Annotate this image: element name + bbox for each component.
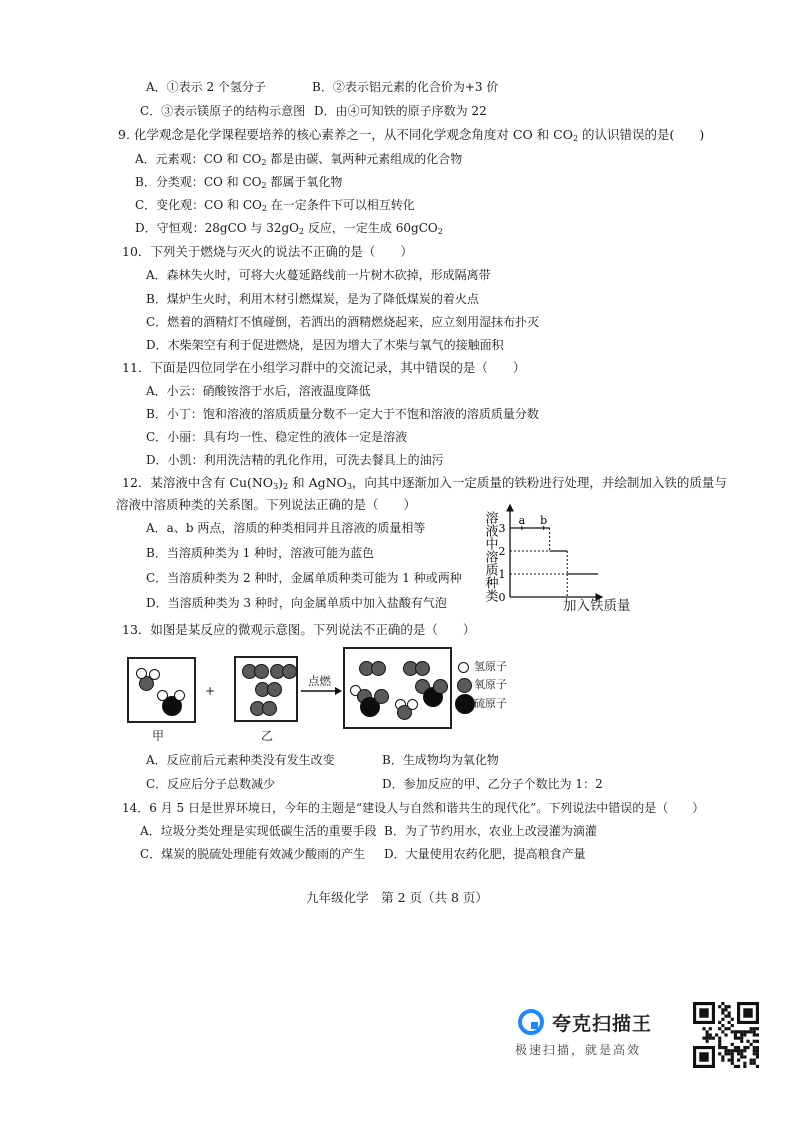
qr-module bbox=[737, 1059, 740, 1062]
qr-module bbox=[718, 1027, 721, 1030]
qr-module bbox=[728, 1059, 731, 1062]
qr-module bbox=[753, 1049, 756, 1052]
qr-module bbox=[750, 1027, 753, 1030]
q14-option-b: B．为了节约用水，农业上改浸灌为滴灌 bbox=[384, 824, 597, 838]
qr-module bbox=[731, 1043, 734, 1046]
qr-module bbox=[721, 1030, 724, 1033]
qr-module bbox=[743, 1046, 746, 1049]
oxygen-atom bbox=[254, 664, 269, 679]
reactant-jia-box bbox=[127, 657, 196, 723]
q13-stem: 13．如图是某反应的微观示意图。下列说法不正确的是（ ） bbox=[122, 622, 476, 637]
qr-module bbox=[740, 1033, 743, 1036]
qr-module bbox=[718, 1040, 721, 1043]
q9-option-c: C．变化观：CO 和 $CO_2$ 在一定条件下可以相互转化 bbox=[135, 198, 415, 213]
q11-option-b: B．小丁：饱和溶液的溶质质量分数不一定大于不饱和溶液的溶质质量分数 bbox=[146, 407, 539, 421]
qr-module bbox=[718, 1052, 721, 1055]
q12-option-d: D．当溶质种类为 3 种时，向金属单质中加入盐酸有气泡 bbox=[146, 596, 447, 610]
qr-module bbox=[731, 1024, 734, 1027]
qr-module bbox=[750, 1062, 753, 1065]
qr-module bbox=[709, 1037, 712, 1040]
qr-module bbox=[734, 1030, 737, 1033]
qr-module bbox=[709, 1027, 712, 1030]
qr-module bbox=[706, 1030, 709, 1033]
oxygen-atom bbox=[267, 682, 282, 697]
oxygen-atom bbox=[282, 664, 297, 679]
qr-finder-core bbox=[699, 1008, 708, 1017]
qr-module bbox=[740, 1049, 743, 1052]
qr-module bbox=[750, 1059, 753, 1062]
qr-module bbox=[702, 1027, 705, 1030]
qr-module bbox=[728, 1015, 731, 1018]
qr-module bbox=[721, 1046, 724, 1049]
qr-module bbox=[737, 1049, 740, 1052]
qr-module bbox=[740, 1040, 743, 1043]
qr-module bbox=[731, 1059, 734, 1062]
qr-module bbox=[756, 1046, 759, 1049]
q9-option-d: D．守恒观：28gCO 与 $32gO_2$ 反应，一定生成 60gCO$_2$ bbox=[135, 221, 443, 236]
scanner-logo-dot bbox=[531, 1022, 538, 1029]
q11-option-c: C．小丽：具有均一性、稳定性的液体一定是溶液 bbox=[146, 430, 408, 444]
qr-module bbox=[731, 1062, 734, 1065]
qr-module bbox=[746, 1030, 749, 1033]
q14-option-d: D．大量使用农药化肥，提高粮食产量 bbox=[384, 847, 586, 861]
q9-option-b: B．分类观：CO 和 $CO_2$ 都属于氧化物 bbox=[135, 175, 343, 190]
qr-module bbox=[743, 1055, 746, 1058]
qr-module bbox=[734, 1037, 737, 1040]
oxygen-atom bbox=[262, 701, 277, 716]
hydrogen-atom bbox=[157, 690, 168, 701]
qr-module bbox=[740, 1052, 743, 1055]
qr-module bbox=[721, 1002, 724, 1005]
qr-module bbox=[702, 1037, 705, 1040]
qr-module bbox=[756, 1065, 759, 1068]
qr-module bbox=[706, 1037, 709, 1040]
qr-module bbox=[743, 1065, 746, 1068]
qr-module bbox=[743, 1062, 746, 1065]
q11-option-a: A．小云：硝酸铵溶于水后，溶液温度降低 bbox=[146, 384, 371, 398]
qr-module bbox=[724, 1049, 727, 1052]
q14-stem: 14．6 月 5 日是世界环境日，今年的主题是“建设人与自然和谐共生的现代化”。下列说法中错误的是（ ） bbox=[122, 801, 705, 815]
hydrogen-legend-icon bbox=[458, 662, 469, 673]
q12-stem-line2: 溶液中溶质种类的关系图。下列说法正确的是（ ） bbox=[116, 497, 417, 512]
legend-sulfur: 硫原子 bbox=[474, 697, 507, 710]
reactant-jia-label: 甲 bbox=[152, 729, 165, 743]
qr-module bbox=[731, 1055, 734, 1058]
qr-module bbox=[753, 1046, 756, 1049]
q10-option-b: B．煤炉生火时，利用木材引燃煤炭，是为了降低煤炭的着火点 bbox=[146, 292, 479, 306]
oxygen-atom bbox=[433, 679, 448, 694]
qr-module bbox=[737, 1046, 740, 1049]
qr-module bbox=[715, 1033, 718, 1036]
qr-module bbox=[734, 1046, 737, 1049]
qr-module bbox=[728, 1011, 731, 1014]
qr-module bbox=[740, 1030, 743, 1033]
reactant-yi-box bbox=[234, 656, 298, 722]
q8-option-a: A．①表示 2 个氢分子 bbox=[146, 80, 266, 94]
q13-option-d: D．参加反应的甲、乙分子个数比为 1：2 bbox=[382, 777, 603, 791]
qr-module bbox=[731, 1030, 734, 1033]
qr-module bbox=[756, 1027, 759, 1030]
qr-module bbox=[756, 1049, 759, 1052]
qr-module bbox=[734, 1033, 737, 1036]
oxygen-legend-icon bbox=[457, 678, 472, 693]
qr-module bbox=[734, 1065, 737, 1068]
qr-module bbox=[756, 1040, 759, 1043]
sulfur-legend-icon bbox=[455, 694, 475, 714]
q8-option-b: B．②表示铝元素的化合价为+3 价 bbox=[312, 80, 499, 94]
qr-module bbox=[718, 1005, 721, 1008]
qr-module bbox=[753, 1062, 756, 1065]
q10-stem: 10．下列关于燃烧与灭火的说法不正确的是（ ） bbox=[122, 244, 413, 259]
qr-module bbox=[753, 1040, 756, 1043]
q12-option-b: B．当溶质种类为 1 种时，溶液可能为蓝色 bbox=[146, 546, 375, 560]
reaction-condition: 点燃 bbox=[308, 674, 331, 688]
qr-module bbox=[737, 1052, 740, 1055]
qr-code-icon bbox=[693, 1002, 759, 1068]
qr-module bbox=[724, 1052, 727, 1055]
qr-module bbox=[756, 1055, 759, 1058]
qr-module bbox=[721, 1018, 724, 1021]
qr-module bbox=[753, 1052, 756, 1055]
chart-y-tick: 3 bbox=[498, 522, 506, 535]
q11-stem: 11．下面是四位同学在小组学习群中的交流记录，其中错误的是（ ） bbox=[122, 360, 526, 375]
chart-y-label: 溶液中溶质种类 bbox=[482, 511, 498, 602]
qr-module bbox=[709, 1033, 712, 1036]
q10-option-a: A．森林失火时，可将大火蔓延路线前一片树木砍掉，形成隔离带 bbox=[146, 268, 491, 282]
qr-module bbox=[740, 1037, 743, 1040]
hydrogen-atom bbox=[407, 699, 418, 710]
qr-module bbox=[718, 1021, 721, 1024]
qr-module bbox=[724, 1046, 727, 1049]
q12-option-c: C．当溶质种类为 2 种时，金属单质种类可能为 1 种或两种 bbox=[146, 571, 462, 585]
qr-module bbox=[724, 1033, 727, 1036]
qr-module bbox=[728, 1027, 731, 1030]
hydrogen-atom bbox=[136, 668, 147, 679]
q14-option-c: C．煤炭的脱硫处理能有效减少酸雨的产生 bbox=[140, 847, 366, 861]
chart-y-tick: 1 bbox=[498, 568, 506, 581]
qr-module bbox=[737, 1065, 740, 1068]
q8-option-d: D．由④可知铁的原子序数为 22 bbox=[314, 104, 487, 118]
qr-module bbox=[728, 1005, 731, 1008]
qr-module bbox=[718, 1046, 721, 1049]
qr-module bbox=[746, 1040, 749, 1043]
q13-option-c: C．反应后分子总数减少 bbox=[146, 777, 276, 791]
scanner-slogan: 极速扫描，就是高效 bbox=[515, 1043, 642, 1057]
qr-module bbox=[728, 1021, 731, 1024]
qr-module bbox=[737, 1030, 740, 1033]
qr-module bbox=[721, 1011, 724, 1014]
qr-module bbox=[731, 1049, 734, 1052]
q9-option-a: A．元素观：CO 和 $CO_2$ 都是由碳、氧两种元素组成的化合物 bbox=[135, 152, 463, 167]
page-footer: 九年级化学 第 2 页（共 8 页） bbox=[306, 890, 488, 905]
q10-option-c: C．燃着的酒精灯不慎碰倒，若洒出的酒精燃烧起来，应立刻用湿抹布扑灭 bbox=[146, 315, 540, 329]
qr-module bbox=[753, 1033, 756, 1036]
qr-module bbox=[721, 1059, 724, 1062]
chart-point-label: a bbox=[518, 514, 526, 527]
qr-module bbox=[706, 1040, 709, 1043]
chart-point-label: b bbox=[540, 514, 548, 527]
qr-module bbox=[706, 1033, 709, 1036]
qr-module bbox=[756, 1033, 759, 1036]
qr-module bbox=[740, 1055, 743, 1058]
qr-module bbox=[743, 1049, 746, 1052]
plus-sign: + bbox=[205, 684, 216, 698]
q9-stem: 9. 化学观念是化学课程要培养的核心素养之一，从不同化学观念角度对 CO 和 $CO_2$ 的认识错误的是( ) bbox=[118, 127, 705, 143]
q12-option-a: A．a、b 两点，溶质的种类相同并且溶液的质量相等 bbox=[146, 521, 426, 535]
qr-module bbox=[721, 1024, 724, 1027]
legend-hydrogen: 氢原子 bbox=[474, 660, 507, 673]
qr-module bbox=[724, 1015, 727, 1018]
qr-module bbox=[724, 1008, 727, 1011]
qr-module bbox=[750, 1043, 753, 1046]
qr-module bbox=[728, 1052, 731, 1055]
qr-module bbox=[718, 1043, 721, 1046]
chart-y-tick: 0 bbox=[498, 591, 506, 604]
hydrogen-atom bbox=[174, 690, 185, 701]
qr-module bbox=[724, 1005, 727, 1008]
qr-module bbox=[724, 1027, 727, 1030]
chart-x-label: 加入铁质量 bbox=[563, 598, 631, 614]
scanner-watermark bbox=[512, 1003, 692, 1067]
q10-option-d: D．木柴架空有利于促进燃烧，是因为增大了木柴与氧气的接触面积 bbox=[146, 338, 504, 352]
oxygen-atom bbox=[371, 661, 386, 676]
q12-stem: 12．某溶液中含有 $Cu(NO_3)_2$ 和 AgNO$_3$，向其中逐渐加入一定质量的铁粉进行处理，并绘制加入铁的质量与 bbox=[122, 475, 727, 491]
qr-module bbox=[753, 1059, 756, 1062]
scanner-brand: 夸克扫描王 bbox=[552, 1013, 653, 1035]
qr-finder-core bbox=[743, 1008, 752, 1017]
qr-module bbox=[753, 1030, 756, 1033]
qr-module bbox=[718, 1037, 721, 1040]
qr-finder-core bbox=[699, 1052, 708, 1061]
oxygen-atom bbox=[374, 689, 389, 704]
legend-oxygen: 氧原子 bbox=[474, 678, 507, 691]
qr-module bbox=[750, 1030, 753, 1033]
oxygen-atom bbox=[415, 661, 430, 676]
qr-module bbox=[743, 1030, 746, 1033]
qr-module bbox=[737, 1037, 740, 1040]
q11-option-d: D．小凯：利用洗洁精的乳化作用，可洗去餐具上的油污 bbox=[146, 453, 444, 467]
qr-module bbox=[721, 1008, 724, 1011]
qr-module bbox=[728, 1049, 731, 1052]
q13-option-b: B．生成物均为氧化物 bbox=[382, 753, 499, 767]
qr-module bbox=[712, 1037, 715, 1040]
qr-module bbox=[753, 1027, 756, 1030]
q13-option-a: A．反应前后元素种类没有发生改变 bbox=[146, 753, 335, 767]
qr-module bbox=[731, 1018, 734, 1021]
qr-module bbox=[756, 1052, 759, 1055]
reactant-yi-label: 乙 bbox=[261, 729, 274, 743]
qr-module bbox=[743, 1033, 746, 1036]
qr-module bbox=[731, 1052, 734, 1055]
q8-option-c: C．③表示镁原子的结构示意图 bbox=[140, 104, 306, 118]
qr-module bbox=[721, 1055, 724, 1058]
qr-module bbox=[734, 1049, 737, 1052]
qr-module bbox=[746, 1046, 749, 1049]
q14-option-a: A．垃圾分类处理是实现低碳生活的重要手段 bbox=[140, 824, 377, 838]
product-box bbox=[343, 647, 452, 729]
hydrogen-atom bbox=[149, 669, 160, 680]
chart-y-tick: 2 bbox=[498, 545, 506, 558]
